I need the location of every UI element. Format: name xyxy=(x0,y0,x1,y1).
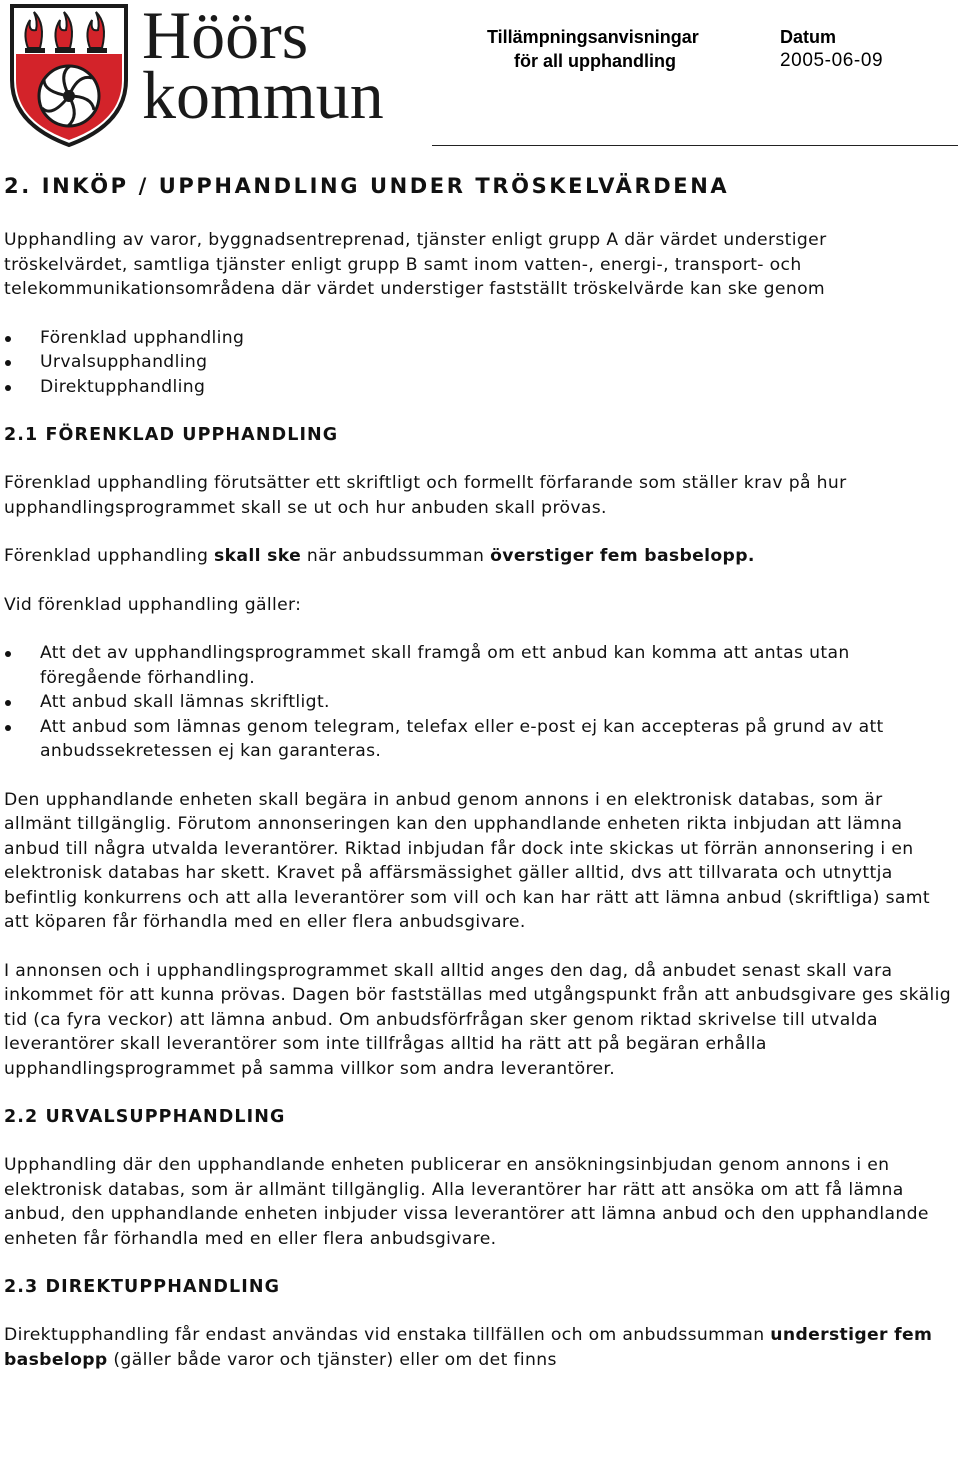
date-value: 2005-06-09 xyxy=(780,50,884,71)
rules-list xyxy=(4,641,954,764)
paragraph: Vid förenklad upphandling gäller: xyxy=(4,594,302,615)
list-item: Urvalsupphandling xyxy=(4,350,954,375)
bold-text: understiger fem basbelopp xyxy=(4,1325,933,1370)
list-item: Direktupphandling xyxy=(4,375,954,400)
subsection-heading-2-2: 2.2 URVALSUPPHANDLING xyxy=(4,1107,286,1127)
document-title-line-2: för all upphandling xyxy=(514,51,676,71)
paragraph xyxy=(4,1323,954,1372)
subsection-heading-2-1: 2.1 FÖRENKLAD UPPHANDLING xyxy=(4,425,339,445)
list-item: Att anbud skall lämnas skriftligt. xyxy=(4,690,954,715)
document-title xyxy=(487,25,699,73)
paragraph: I annonsen och i upphandlingsprogrammet skall alltid anges den dag, då anbudet senast skall vara inkommet för att kunna prövas. Dagen bör fastställas med utgångspunkt från att anbudsgivare ges skälig tid (ca fyra veckor) att lämna anbud. Om anbudsförfrågan sker genom riktad skrivelse till utvalda leverantörer skall leverantörer som inte tillfrågas alltid ha rätt att på begäran erhålla upphandlingsprogrammet på samma villkor som andra leverantörer. xyxy=(4,960,951,1079)
procurement-methods-list xyxy=(4,326,954,400)
paragraph: Upphandling där den upphandlande enheten publicerar en ansökningsinbjudan genom annons i en elektronisk databas, som är allmänt tillgänglig. Alla leverantörer har rätt att ansöka om att få lämna anbud, den upphandlande enheten inbjuder vissa leverantörer att lämna anbud och den upphandlande enheten får förhandla med en eller flera anbudsgivare. xyxy=(4,1155,929,1249)
text-run: Förenklad upphandling xyxy=(4,546,215,566)
document-body xyxy=(4,168,954,1396)
text-run: (gäller både varor och tjänster) eller om det finns xyxy=(107,1349,557,1370)
logo-line-2: kommun xyxy=(142,57,384,130)
date-label: Datum xyxy=(780,27,837,47)
municipality-logo-wordmark xyxy=(142,0,422,130)
list-item: Att anbud som lämnas genom telegram, telefax eller e-post ej kan accepteras på grund av att anbudssekretessen ej kan garanteras. xyxy=(4,715,954,764)
section-heading: 2. INKÖP / UPPHANDLING UNDER TRÖSKELVÄRDENA xyxy=(4,174,730,198)
logo-line-1: Höörs xyxy=(142,0,309,73)
list-item: Att det av upphandlingsprogrammet skall framgå om ett anbud kan komma att antas utan föregående förhandling. xyxy=(4,641,954,690)
bold-text: skall ske xyxy=(214,546,302,566)
paragraph: Förenklad upphandling förutsätter ett skriftligt och formellt förfarande som ställer krav på hur upphandlingsprogrammet skall se ut och hur anbuden skall prövas. xyxy=(4,473,847,518)
page-header xyxy=(0,0,960,150)
subsection-heading-2-3: 2.3 DIREKTUPPHANDLING xyxy=(4,1277,281,1297)
paragraph xyxy=(4,544,954,569)
text-run: när anbudssumman xyxy=(301,546,491,566)
text-run: Direktupphandling får endast användas vid enstaka tillfällen och om anbudssumman xyxy=(4,1325,771,1345)
document-title-line-1: Tillämpningsanvisningar xyxy=(487,27,699,47)
list-item: Förenklad upphandling xyxy=(4,326,954,351)
intro-paragraph: Upphandling av varor, byggnadsentreprenad, tjänster enligt grupp A där värdet understiger tröskelvärdet, samtliga tjänster enligt grupp B samt inom vatten-, energi-, transport- och telekommunikationsområdena där värdet understiger fastställt tröskelvärde kan ske genom xyxy=(4,230,827,299)
municipality-crest-icon xyxy=(8,2,130,148)
paragraph: Den upphandlande enheten skall begära in anbud genom annons i en elektronisk databas, som är allmänt tillgänglig. Förutom annonseringen kan den upphandlande enheten rikta inbjudan att lämna anbud till några utvalda leverantörer. Riktad inbjudan får dock inte skickas ut förrän annonsering i en elektronisk databas har skett. Kravet på affärsmässighet gäller alltid, dvs att tillvarata och utnyttja befintlig konkurrens och att alla leverantörer som vill och kan har rätt att lämna anbud (skriftliga) samt att köparen får förhandla med en eller flera anbudsgivare. xyxy=(4,789,930,932)
bold-text: överstiger fem basbelopp. xyxy=(490,546,755,566)
document-date xyxy=(780,25,883,73)
header-rule xyxy=(432,145,958,146)
